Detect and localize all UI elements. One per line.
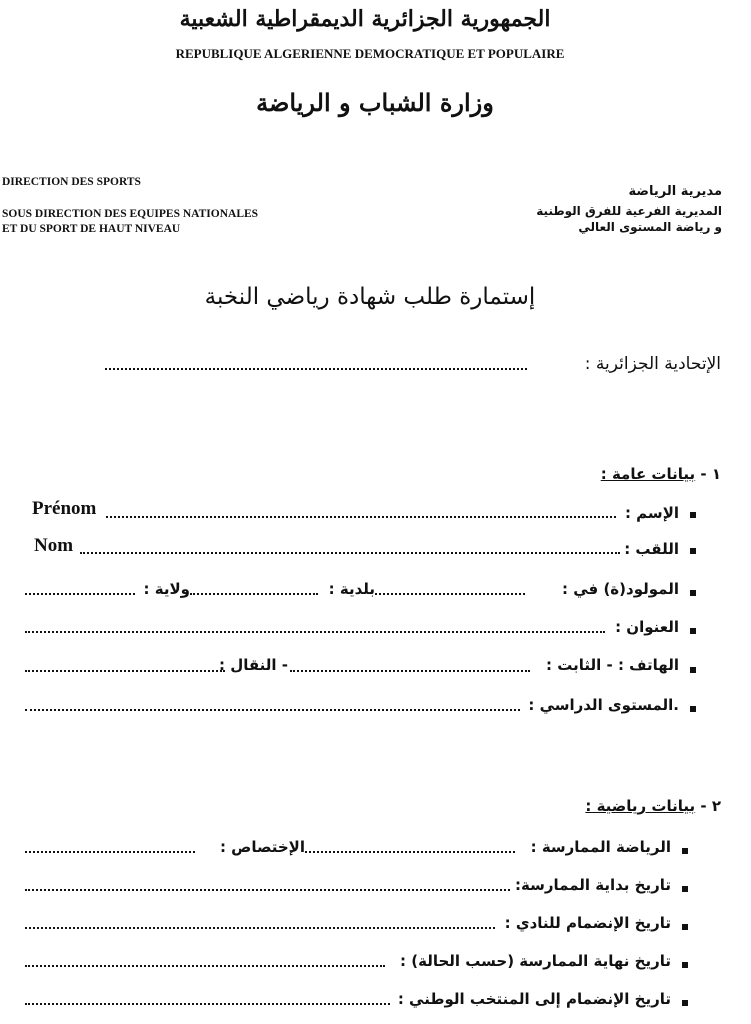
education-field[interactable]: [25, 709, 520, 711]
last-name-label: اللقب :: [624, 540, 679, 558]
national-team-field[interactable]: [25, 1003, 390, 1005]
club-join-field[interactable]: [25, 927, 495, 929]
mobile-field[interactable]: [25, 670, 225, 672]
federation-field[interactable]: [105, 368, 527, 370]
section2-heading: [585, 797, 721, 815]
sous-direction-ar-line1: المديرية الفرعية للفرق الوطنية: [536, 204, 722, 218]
bullet-icon: [690, 706, 696, 712]
republic-title-ar: الجمهورية الجزائرية الديمقراطية الشعبية: [179, 6, 551, 32]
start-date-field[interactable]: [25, 889, 510, 891]
federation-label: الإتحادية الجزائرية :: [584, 354, 721, 374]
section1-number: ١ -: [700, 465, 721, 483]
commune-label: بلدية :: [328, 580, 375, 598]
wilaya-field[interactable]: [25, 593, 135, 595]
bullet-icon: [682, 962, 688, 968]
birth-place-field[interactable]: [375, 593, 525, 595]
mobile-label: - النقال :: [218, 656, 288, 674]
bullet-icon: [690, 628, 696, 634]
ministry-title-ar: وزارة الشباب و الرياضة: [256, 88, 494, 117]
sport-field[interactable]: [305, 851, 515, 853]
phone-fixed-field[interactable]: [290, 670, 530, 672]
commune-field[interactable]: [190, 593, 318, 595]
specialty-field[interactable]: [25, 851, 195, 853]
direction-ar: مديرية الرياضة: [628, 184, 722, 199]
sous-direction-fr-line2: ET DU SPORT DE HAUT NIVEAU: [2, 223, 181, 235]
end-date-field[interactable]: [25, 965, 385, 967]
sous-direction-fr-line1: SOUS DIRECTION DES EQUIPES NATIONALES: [2, 208, 259, 220]
bullet-icon: [690, 512, 696, 518]
direction-fr: DIRECTION DES SPORTS: [2, 176, 141, 188]
phone-label: الهاتف : - الثابت :: [546, 656, 679, 674]
bullet-icon: [682, 1000, 688, 1006]
national-team-label: تاريخ الإنضمام إلى المنتخب الوطني :: [397, 990, 671, 1008]
last-name-field[interactable]: [80, 552, 620, 554]
sport-label: الرياضة الممارسة :: [530, 838, 671, 856]
bullet-icon: [682, 886, 688, 892]
bullet-icon: [690, 667, 696, 673]
last-name-fr-label: Nom: [34, 535, 74, 556]
start-date-label: تاريخ بداية الممارسة:: [515, 876, 671, 894]
first-name-field[interactable]: [106, 516, 616, 518]
wilaya-label: ولاية :: [143, 580, 190, 598]
section2-title: بيانات رياضية :: [585, 797, 696, 815]
bullet-icon: [682, 924, 688, 930]
first-name-fr-label: Prénom: [32, 498, 97, 519]
bullet-icon: [690, 548, 696, 554]
republic-title-fr: REPUBLIQUE ALGERIENNE DEMOCRATIQUE ET POPULAIRE: [175, 46, 565, 61]
address-label: العنوان :: [615, 618, 679, 636]
education-label: .المستوى الدراسي :: [528, 696, 679, 714]
address-field[interactable]: [25, 631, 605, 633]
club-join-label: تاريخ الإنضمام للنادي :: [504, 914, 671, 932]
sous-direction-ar-line2: و رياضة المستوى العالي: [578, 220, 722, 234]
bullet-icon: [682, 848, 688, 854]
end-date-label: تاريخ نهاية الممارسة (حسب الحالة) :: [400, 952, 671, 970]
section2-number: ٢ -: [700, 797, 721, 815]
section1-title: بيانات عامة :: [600, 465, 696, 483]
first-name-label: الإسم :: [624, 504, 679, 522]
birth-label: المولود(ة) في :: [562, 580, 679, 598]
form-title: إستمارة طلب شهادة رياضي النخبة: [204, 284, 536, 310]
section1-heading: [601, 465, 721, 483]
bullet-icon: [690, 590, 696, 596]
specialty-label: الإختصاص :: [219, 838, 305, 856]
